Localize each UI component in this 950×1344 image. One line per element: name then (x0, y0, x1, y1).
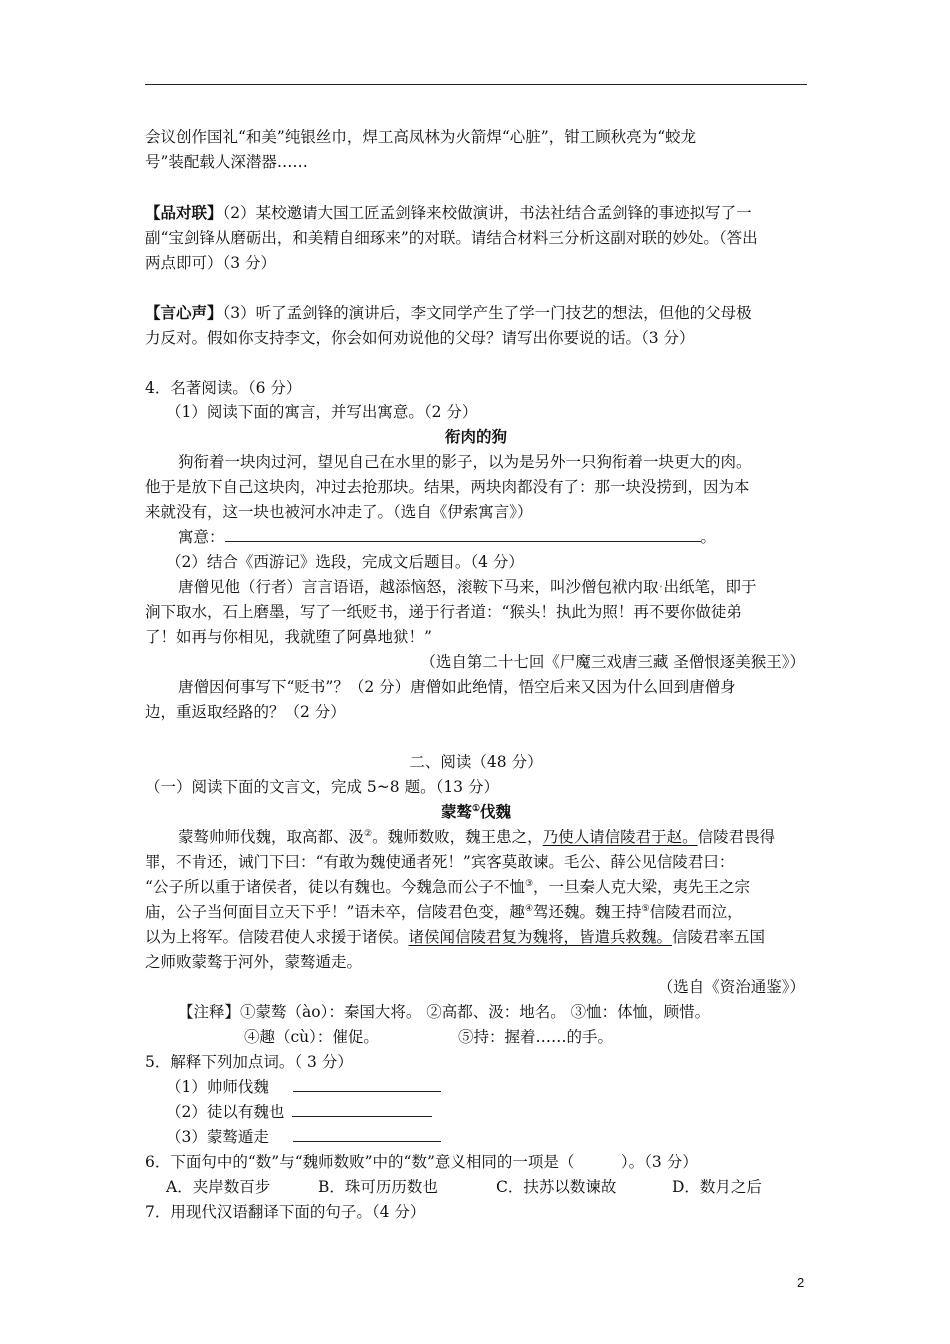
q6-option-a: A．夹岸数百步 (166, 1178, 271, 1196)
essay-title-a: 蒙骜 (440, 802, 472, 821)
q5-item-2-label: （2）徒以有魏也 (166, 1103, 285, 1121)
q6-title: 6．下面句中的“数”与“魏师数败”中的“数”意义相同的一项是（ ）。（3 分） (145, 1153, 698, 1171)
essay-3a: “公子所以重于诸侯者，徒以有魏也。今魏急而公子不恤 (145, 878, 525, 896)
q5-item-1-label: （1）帅师伐魏 (166, 1078, 269, 1096)
stray-dot-mark: · (658, 578, 664, 596)
moral-line (178, 527, 716, 547)
q5-answer-blank-2[interactable] (292, 1102, 432, 1117)
q5-item-3-label: （3）蒙骜遁走 (166, 1128, 269, 1146)
essay-1-note: ② (364, 828, 373, 839)
notes-line-2b: ⑤持：握着……的手。 (458, 1028, 614, 1046)
section2-title: 二、阅读（48 分） (409, 753, 543, 771)
essay-4c: 信陵君而泣， (649, 903, 743, 921)
essay-5b: 信陵君率五国 (672, 928, 766, 946)
q6-option-b: B．珠可历历数也 (318, 1178, 438, 1196)
essay-5-underlined: 诸侯闻信陵君复为魏将，皆遣兵救魏。 (408, 928, 673, 946)
q3-label: 【言心声】 (145, 303, 223, 322)
essay-title-note-mark: ① (471, 803, 481, 814)
essay-source: （选自《资治通鉴》） (657, 978, 805, 996)
essay-3b: ，一旦秦人克大梁，夷先王之宗 (533, 878, 751, 896)
q3-line-2: 力反对。假如你支持李文，你会如何劝说他的父母？请写出你要说的话。（3 分） (145, 329, 695, 347)
essay-4-note-2: ⑤ (641, 903, 650, 914)
notes-line-2a: ④趣（cù）：催促。 (244, 1028, 379, 1046)
xyj-line-1b: 出纸笔，即于 (663, 578, 757, 596)
xyj-question-1: 唐僧因何事写下“贬书”？（2 分）唐僧如此绝情，悟空后来又因为什么回到唐僧身 (178, 678, 736, 696)
essay-line-3 (145, 877, 750, 897)
q5-answer-blank-3[interactable] (293, 1127, 441, 1142)
essay-line-5 (145, 927, 765, 947)
xyj-line-1 (178, 577, 756, 597)
xyj-line-2: 涧下取水，石上磨墨，写了一纸贬书，递于行者道：“猴头！执此为照！再不要你做徒弟 (145, 603, 742, 621)
fable-line-1: 狗衔着一块肉过河，望见自己在水里的影子，以为是另外一只狗衔着一块更大的肉。 (178, 453, 752, 471)
essay-line-1 (178, 827, 775, 847)
notes-line-1: 【注释】①蒙骜（ào）：秦国大将。 ②高都、汲：地名。 ③恤：体恤，顾惜。 (178, 1003, 711, 1021)
xyj-line-1a: 唐僧见他（行者）言言语语，越添恼怒，滚鞍下马来，叫沙僧包袱内取 (178, 578, 659, 596)
q4-title: 4．名著阅读。（6 分） (145, 379, 302, 397)
essay-title-b: 伐魏 (480, 802, 512, 821)
essay-4-note-1: ④ (524, 903, 534, 914)
fable-line-2: 他于是放下自己这块肉，冲过去抢那块。结果，两块肉都没有了：那一块没捞到，因为本 (145, 478, 750, 496)
essay-line-4 (145, 902, 743, 922)
moral-end: 。 (700, 528, 717, 546)
q5-item-2 (166, 1102, 432, 1122)
q7-title: 7．用现代汉语翻译下面的句子。（4 分） (145, 1203, 426, 1221)
q2-line-3: 两点即可）（3 分） (145, 254, 277, 272)
essay-title (145, 802, 807, 822)
fable-title: 衔肉的狗 (444, 427, 507, 446)
moral-answer-blank[interactable] (225, 527, 701, 542)
q6-option-c: C．扶苏以数谏故 (496, 1178, 617, 1196)
q2-line-1 (145, 203, 752, 223)
moral-label: 寓意： (178, 528, 225, 546)
xyj-source: （选自第二十七回《尸魔三戏唐三藏 圣僧恨逐美猴王》） (420, 653, 805, 671)
q5-title: 5．解释下列加点词。（ 3 分） (145, 1053, 353, 1071)
q3-text-1: （3）听了孟剑锋的演讲后，李文同学产生了学一门技艺的想法，但他的父母极 (222, 304, 752, 322)
section2-part1: （一）阅读下面的文言文，完成 5~8 题。（13 分） (145, 778, 499, 796)
q4-sub2: （2）结合《西游记》选段，完成文后题目。（4 分） (166, 553, 524, 571)
q2-text-1: （2）某校邀请大国工匠孟剑锋来校做演讲，书法社结合孟剑锋的事迹拟写了一 (222, 204, 752, 222)
q6-option-d: D．数月之后 (672, 1178, 762, 1196)
q5-item-1 (166, 1077, 441, 1097)
q4-sub1: （1）阅读下面的寓言，并写出寓意。（2 分） (166, 403, 478, 421)
essay-line-6: 之师败蒙骜于河外，蒙骜遁走。 (145, 953, 363, 971)
fable-line-3: 来就没有，这一块也被河水冲走了。（选自《伊索寓言》） (145, 503, 533, 521)
essay-3-note: ③ (524, 878, 534, 889)
q2-line-2: 副“宝剑锋从磨砺出，和美精自细琢来”的对联。请结合材料三分析这副对联的妙处。（答出 (145, 229, 758, 247)
q5-answer-blank-1[interactable] (293, 1077, 441, 1092)
essay-5a: 以为上将军。信陵君使人求援于诸侯。 (145, 928, 409, 946)
essay-1c: 信陵君畏得 (697, 828, 776, 846)
page-number: 2 (797, 1275, 805, 1290)
xyj-line-3: 了！如再与你相见，我就堕了阿鼻地狱！” (145, 628, 432, 646)
q3-line-1 (145, 303, 752, 323)
intro-line-1: 会议创作国礼“和美”纯银丝巾，焊工高凤林为火箭焊“心脏”，钳工顾秋亮为“蛟龙 (145, 128, 697, 146)
essay-4b: 驾还魏。魏王持 (533, 903, 642, 921)
essay-1b: 。魏师数败，魏王患之， (372, 828, 543, 846)
xyj-question-2: 边，重返取经路的？（2 分） (145, 703, 346, 721)
header-rule (145, 84, 807, 85)
essay-line-2: 罪，不肯还，诫门下曰：“有敢为魏使通者死！”宾客莫敢谏。毛公、薛公见信陵君曰： (145, 853, 735, 871)
essay-1a: 蒙骜帅师伐魏，取高都、汲 (178, 828, 365, 846)
essay-4a: 庙，公子当何面目立天下乎！”语未卒，信陵君色变，趣 (145, 903, 525, 921)
intro-line-2: 号”装配载人深潜器…… (145, 153, 308, 171)
q5-item-3 (166, 1127, 441, 1147)
essay-1-underlined: 乃使人请信陵君于赵。 (542, 828, 698, 846)
q2-label: 【品对联】 (145, 203, 223, 222)
